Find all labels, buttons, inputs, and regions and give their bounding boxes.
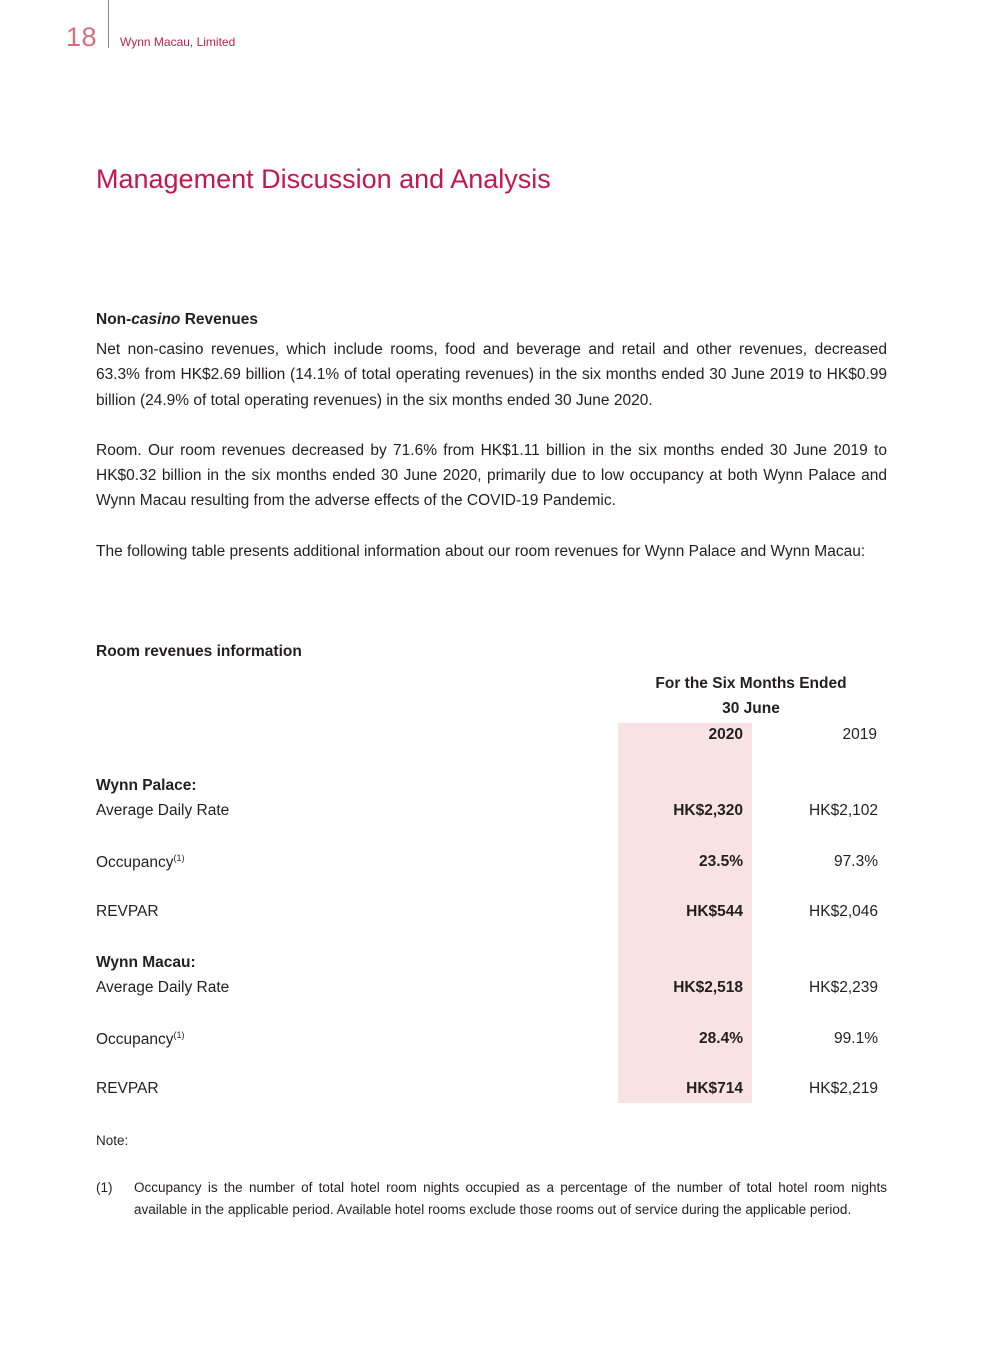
column-header-period: For the Six Months Ended <box>655 675 847 692</box>
page-number: 18 <box>66 22 98 52</box>
footnote-reference: (1) <box>173 853 185 863</box>
paragraph-non-casino: Net non-casino revenues, which include rooms, food and beverage and retail and other revenues, decreased 63.3% from HK$2.69 billion (14.1% of total operating revenues) in the six months ended 30 June 2019 to HK$0.99 billion (24.9% of total operating revenues) in the six months ended 30 June 2020. <box>96 341 887 409</box>
group-heading-row <box>96 777 878 801</box>
heading-prefix: Non- <box>96 311 132 328</box>
column-header-2019: 2019 <box>842 726 877 743</box>
header-divider <box>108 0 109 48</box>
value-2019: 97.3% <box>834 853 878 870</box>
column-header-date: 30 June <box>722 700 780 717</box>
value-2020: HK$2,518 <box>673 979 743 996</box>
paragraph-room <box>96 438 887 514</box>
room-paragraph-text: Our room revenues decreased by 71.6% from HK$1.11 billion in the six months ended 30 June 2019 to HK$0.32 billion in the six months ended 30 June 2020, primarily due to low occupancy at both Wynn Palace and Wynn Macau resulting from the adverse effects of the COVID-19 Pandemic. <box>96 441 887 510</box>
footnote-reference: (1) <box>173 1030 185 1040</box>
company-name: Wynn Macau, Limited <box>120 35 236 49</box>
footnote-marker: (1) <box>96 1180 113 1195</box>
group-heading-row <box>96 954 878 978</box>
table-row <box>96 979 878 1003</box>
row-label: Average Daily Rate <box>96 802 230 819</box>
page-title: Management Discussion and Analysis <box>96 164 551 194</box>
paragraph-table-intro: The following table presents additional information about our room revenues for Wynn Palace and Wynn Macau: <box>96 542 866 560</box>
value-2019: HK$2,219 <box>809 1080 878 1097</box>
group-heading: Wynn Palace: <box>96 777 197 794</box>
value-2019: 99.1% <box>834 1030 878 1047</box>
room-run-in-heading: Room. <box>96 441 142 459</box>
section-heading <box>96 308 887 332</box>
note-label: Note: <box>96 1133 129 1148</box>
row-label: REVPAR <box>96 903 159 920</box>
table-title: Room revenues information <box>96 643 302 660</box>
column-header-2020: 2020 <box>708 726 743 743</box>
value-2020: HK$714 <box>686 1080 743 1097</box>
row-label-text: Occupancy <box>96 1031 174 1048</box>
footnote-item <box>96 1177 887 1220</box>
row-label: REVPAR <box>96 1080 159 1097</box>
value-2020: HK$544 <box>686 903 743 920</box>
table-row <box>96 1080 878 1104</box>
value-2019: HK$2,046 <box>809 903 878 920</box>
value-2020: 28.4% <box>699 1030 743 1047</box>
row-label <box>96 1030 185 1049</box>
table-row <box>96 903 878 927</box>
row-label: Average Daily Rate <box>96 979 230 996</box>
table-row <box>96 853 878 877</box>
table-row <box>96 1030 878 1054</box>
table-row <box>96 802 878 826</box>
row-label <box>96 853 185 872</box>
heading-italic: casino <box>131 311 181 328</box>
value-2020: 23.5% <box>699 853 743 870</box>
row-label-text: Occupancy <box>96 854 174 871</box>
section-non-casino-revenues <box>96 308 887 564</box>
value-2019: HK$2,239 <box>809 979 878 996</box>
group-heading: Wynn Macau: <box>96 954 196 971</box>
footnote-text: Occupancy is the number of total hotel room nights occupied as a percentage of the number of total hotel room nights available in the applicable period. Available hotel rooms exclude those rooms out of service during the applicable period. <box>134 1180 887 1217</box>
value-2020: HK$2,320 <box>673 802 743 819</box>
value-2019: HK$2,102 <box>809 802 878 819</box>
heading-suffix: Revenues <box>180 311 258 328</box>
